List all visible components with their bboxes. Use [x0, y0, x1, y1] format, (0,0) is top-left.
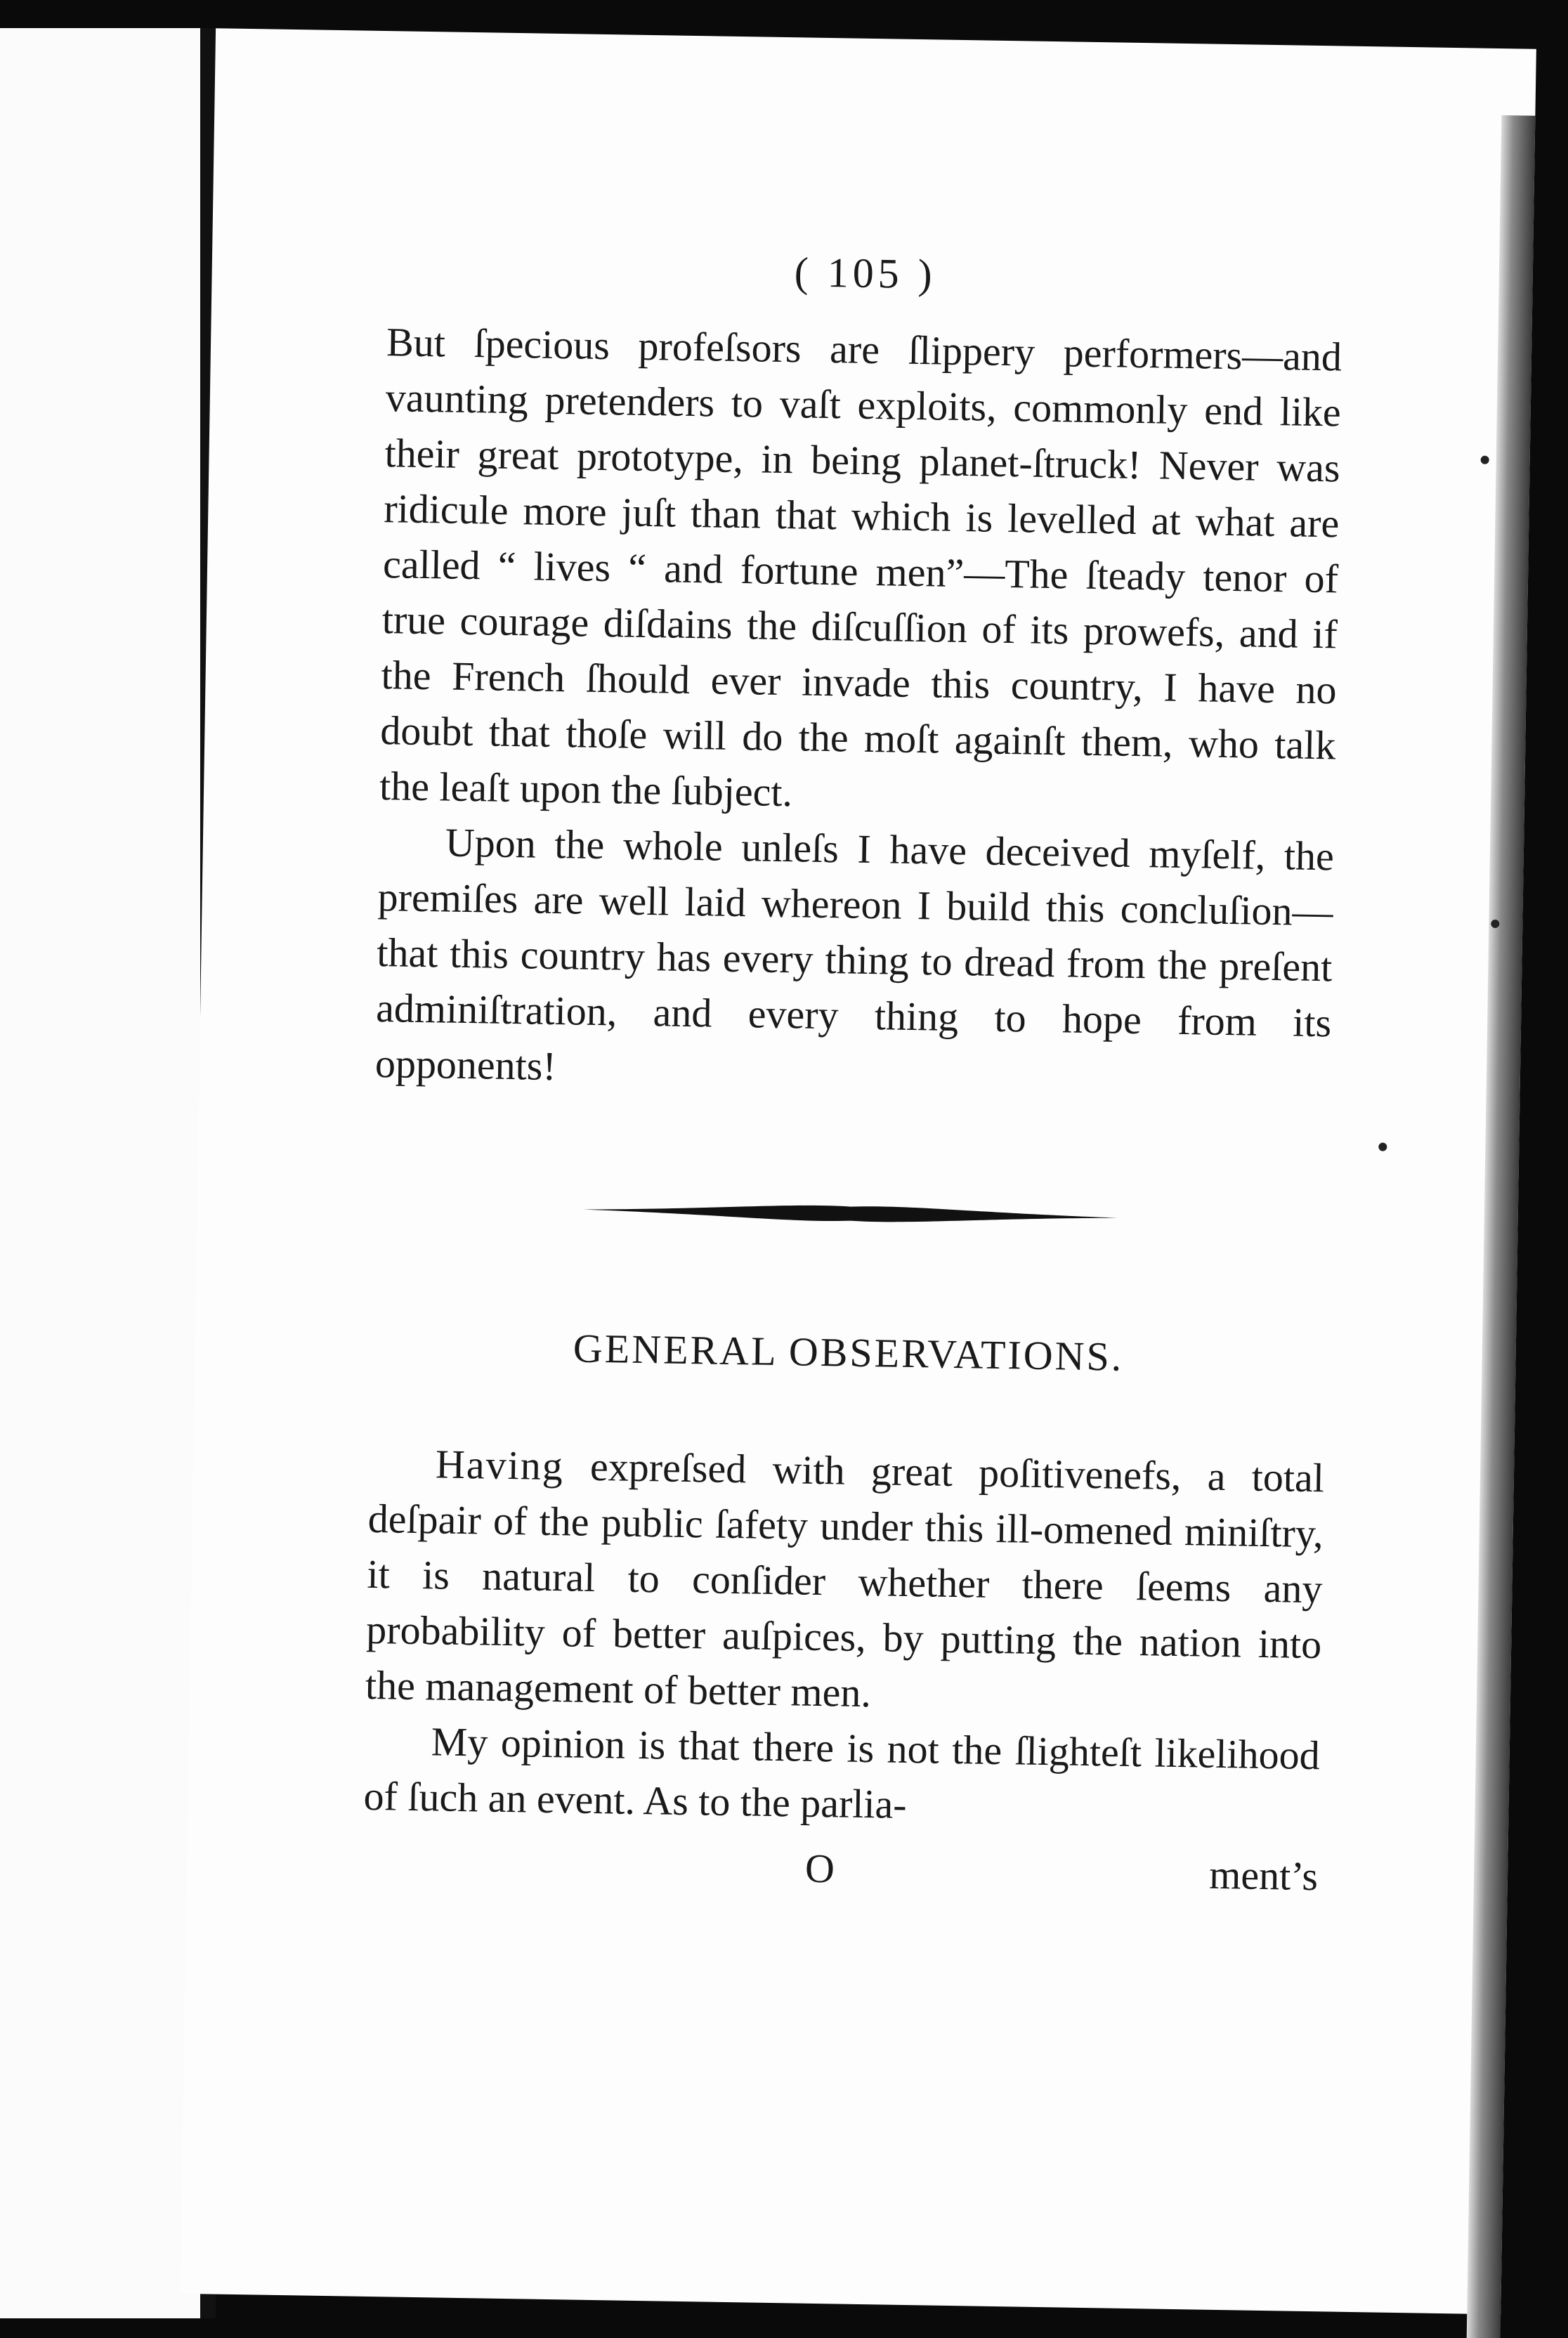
scan-speck — [1481, 456, 1489, 464]
paragraph-4: My opinion is that there is not the ſlighteſt likelihood of ſuch an event. As to the parlia- — [363, 1718, 1321, 1827]
paragraph-3 — [365, 1435, 1324, 1728]
opening-word: Having — [435, 1441, 565, 1489]
page-footer-line — [362, 1838, 1318, 1909]
scan-speck — [1378, 1142, 1387, 1151]
signature-mark: O — [804, 1845, 835, 1892]
scan-speck — [1491, 920, 1499, 928]
section-heading: GENERAL OBSERVATIONS. — [573, 1325, 1124, 1380]
paragraph-1: But ſpecious profeſsors are ſlippery performers—and vaunting pretenders to vaſt exploits, commonly end like their great prototype, in being planet-ſtruck! Never was ridicule more juſt than that which is levelled at what are called “ lives “ and fortune men”—The ſteady tenor of true courage diſdains the diſcuſſion of its prowefs, and if the French ſhould ever invade this country, I have no doubt that thoſe will do the moſt againſt them, who talk the leaſt upon the ſubject. — [379, 319, 1342, 816]
book-page — [180, 28, 1536, 2314]
page-number: ( 105 ) — [794, 249, 937, 298]
paragraph-3-body: expreſsed with great poſitivenefs, a total deſpair of the public ſafety under this ill-omened miniſtry, it is natural to conſider whether there ſeems any probability of better auſpices, by putting the nation into the management of better men. — [365, 1443, 1325, 1716]
facing-page-edge — [0, 28, 200, 2318]
section-divider-ornament — [584, 1200, 1118, 1228]
page-fore-edge — [1466, 115, 1535, 2338]
page-text-block — [362, 242, 1343, 1909]
catchword: ment’s — [1208, 1851, 1319, 1900]
paragraph-2: Upon the whole unleſs I have deceived myſelf, the premiſes are well laid whereon I build this concluſion—that this country has every thing to dread from the preſent adminiſtration, and every thing to hope from its opponents! — [374, 819, 1335, 1090]
